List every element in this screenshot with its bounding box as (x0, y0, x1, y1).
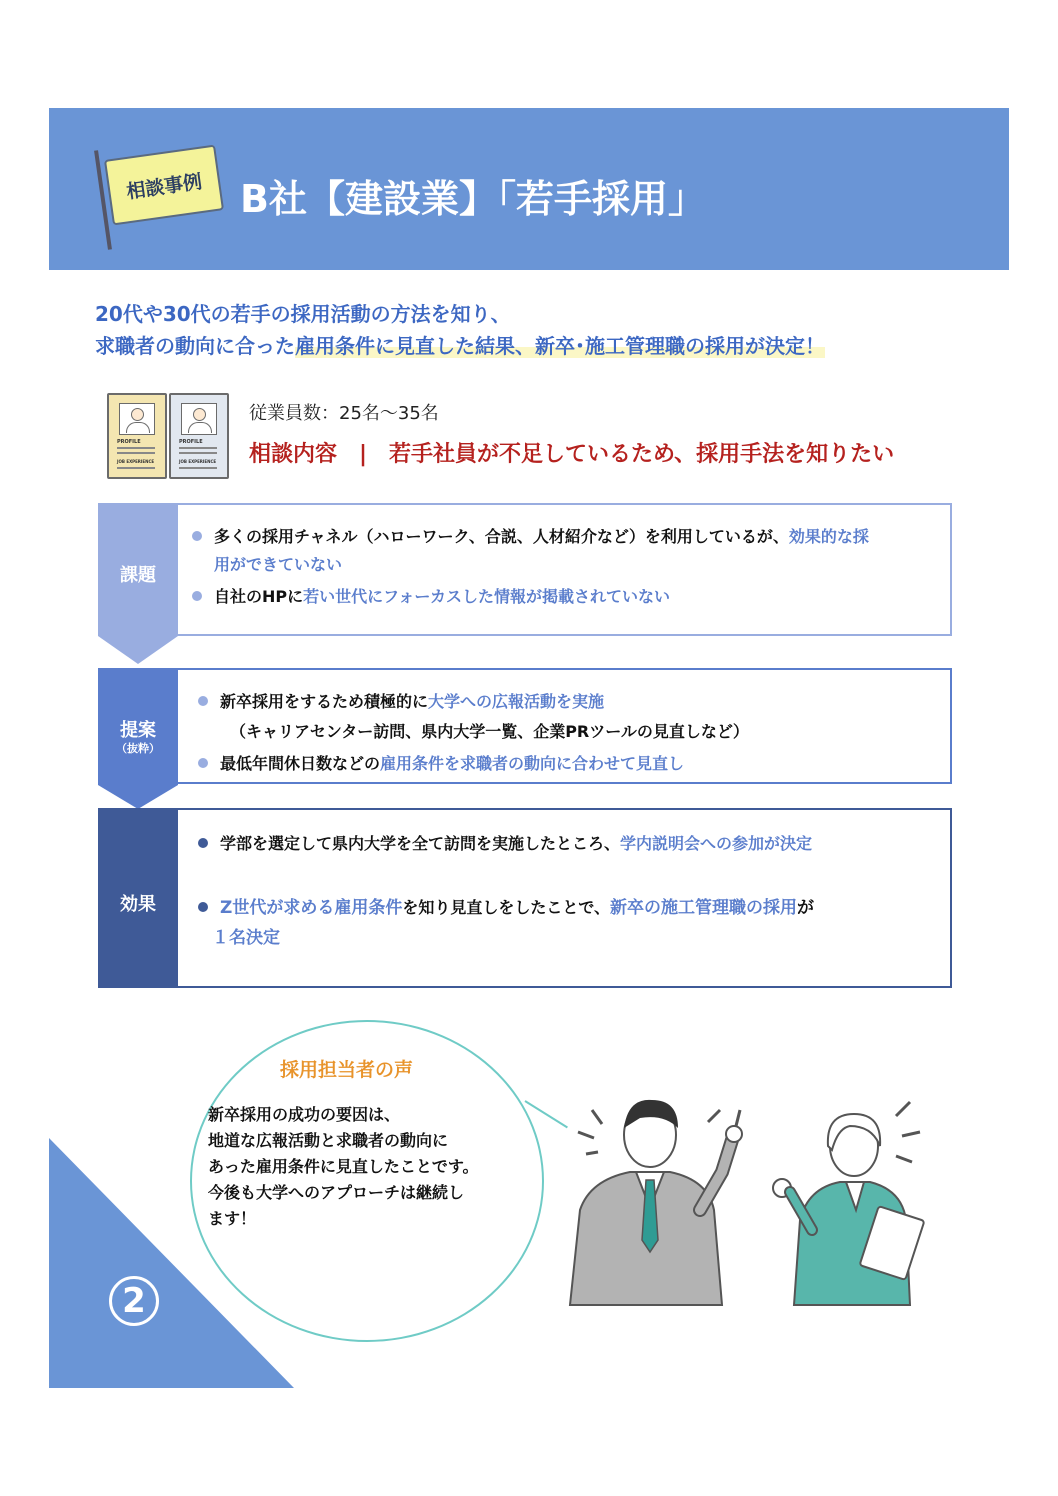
card-sub: JOB EXPERIENCE (179, 459, 217, 464)
proposal-emphasis: 雇用条件を求職者の動向に合わせて見直し (380, 754, 685, 773)
proposal-text: 最低年間休日数などの (220, 754, 381, 773)
profile-photo (181, 403, 217, 435)
effect-text: を知り見直しをしたことで、 (402, 898, 611, 917)
issue-text: 自社のHPに (214, 587, 304, 606)
issue-text: 多くの採用チャネル（ハローワーク、合説、人材紹介など）を利用しているが、 (214, 527, 789, 546)
profile-card-icon (169, 393, 229, 479)
lead-line-2 (95, 330, 825, 362)
effect-text: 学部を選定して県内大学を全て訪問を実施したところ、 (220, 834, 621, 853)
proposal-item (198, 750, 684, 778)
effect-item (198, 830, 812, 858)
profile-card-icon (107, 393, 167, 479)
face-icon (193, 408, 206, 421)
face-icon (131, 408, 144, 421)
proposal-label-block (98, 668, 178, 785)
proposal-emphasis: 大学への広報活動を実施 (428, 692, 605, 711)
effect-emphasis: 学内説明会への参加が決定 (620, 834, 813, 853)
arrow-down-icon (98, 636, 178, 664)
bullet-icon (198, 902, 208, 912)
effect-item (198, 894, 814, 922)
proposal-text: 新卒採用をするため積極的に (220, 692, 429, 711)
consultation-content: 相談内容 | 若手社員が不足しているため、採用手法を知りたい (249, 442, 895, 467)
card-line (179, 452, 217, 454)
lead-text (95, 298, 825, 362)
page-corner-triangle (49, 1138, 294, 1388)
effect-box (176, 808, 952, 988)
proposal-label: 提案 (120, 720, 156, 741)
effect-item-continued: １名決定 (212, 928, 280, 948)
employee-count: 従業員数：25名～35名 (249, 403, 439, 424)
issue-box (176, 503, 952, 636)
effect-label-block (98, 808, 178, 988)
bullet-icon (192, 531, 202, 541)
card-label: PROFILE (179, 439, 203, 445)
case-tag: 相談事例 (125, 170, 204, 203)
bullet-icon (198, 696, 208, 706)
body-icon (126, 422, 150, 433)
issue-emphasis: 効果的な採 (788, 527, 869, 546)
proposal-item-note: （キャリアセンター訪問、県内大学一覧、企業PRツールの見直しなど） (230, 722, 749, 741)
voice-line: あった雇用条件に見直したことです。 (208, 1157, 479, 1176)
issue-label: 課題 (120, 565, 156, 586)
businessman-illustration (570, 1100, 742, 1305)
voice-line: ます！ (208, 1209, 257, 1228)
card-line (117, 452, 155, 454)
profile-photo (119, 403, 155, 435)
card-line (117, 467, 155, 469)
card-label: PROFILE (117, 439, 141, 445)
bullet-icon (198, 838, 208, 848)
card-line (179, 447, 217, 449)
lead-line-1: 20代や30代の若手の採用活動の方法を知り、 (95, 302, 511, 326)
issue-label-block (98, 503, 178, 636)
issue-item-continued: 用ができていない (214, 555, 343, 574)
issue-emphasis: 若い世代にフォーカスした情報が掲載されていない (303, 587, 671, 606)
staff-illustration (550, 1080, 970, 1310)
bullet-icon (192, 591, 202, 601)
lead-line-2-prefix: 求職者の動向に合った (95, 334, 295, 358)
proposal-sub-label: （抜粋） (116, 742, 160, 755)
issue-item (192, 583, 670, 611)
proposal-box (176, 668, 952, 784)
issue-item (192, 523, 869, 551)
bullet-icon (198, 758, 208, 768)
arrow-down-icon (98, 785, 178, 809)
voice-line: 地道な広報活動と求職者の動向に (208, 1131, 449, 1150)
page-number: 2 (109, 1276, 159, 1326)
card-sub: JOB EXPERIENCE (117, 459, 155, 464)
lead-highlight: 雇用条件に見直した結果、新卒･施工管理職の採用が決定！ (295, 334, 825, 358)
effect-emphasis: Z世代が求める雇用条件 (220, 898, 403, 918)
effect-emphasis: 新卒の施工管理職の採用 (610, 898, 798, 918)
body-icon (188, 422, 212, 433)
card-line (117, 447, 155, 449)
proposal-item (198, 688, 604, 716)
effect-label: 効果 (120, 894, 156, 915)
voice-title: 採用担当者の声 (280, 1059, 414, 1081)
page-title: B社【建設業】「若手採用」 (240, 177, 706, 221)
voice-line: 新卒採用の成功の要因は、 (208, 1105, 401, 1124)
card-line (179, 467, 217, 469)
effect-text: が (797, 898, 815, 918)
voice-line: 今後も大学へのアプローチは継続し (208, 1183, 465, 1202)
businesswoman-illustration (773, 1102, 924, 1305)
